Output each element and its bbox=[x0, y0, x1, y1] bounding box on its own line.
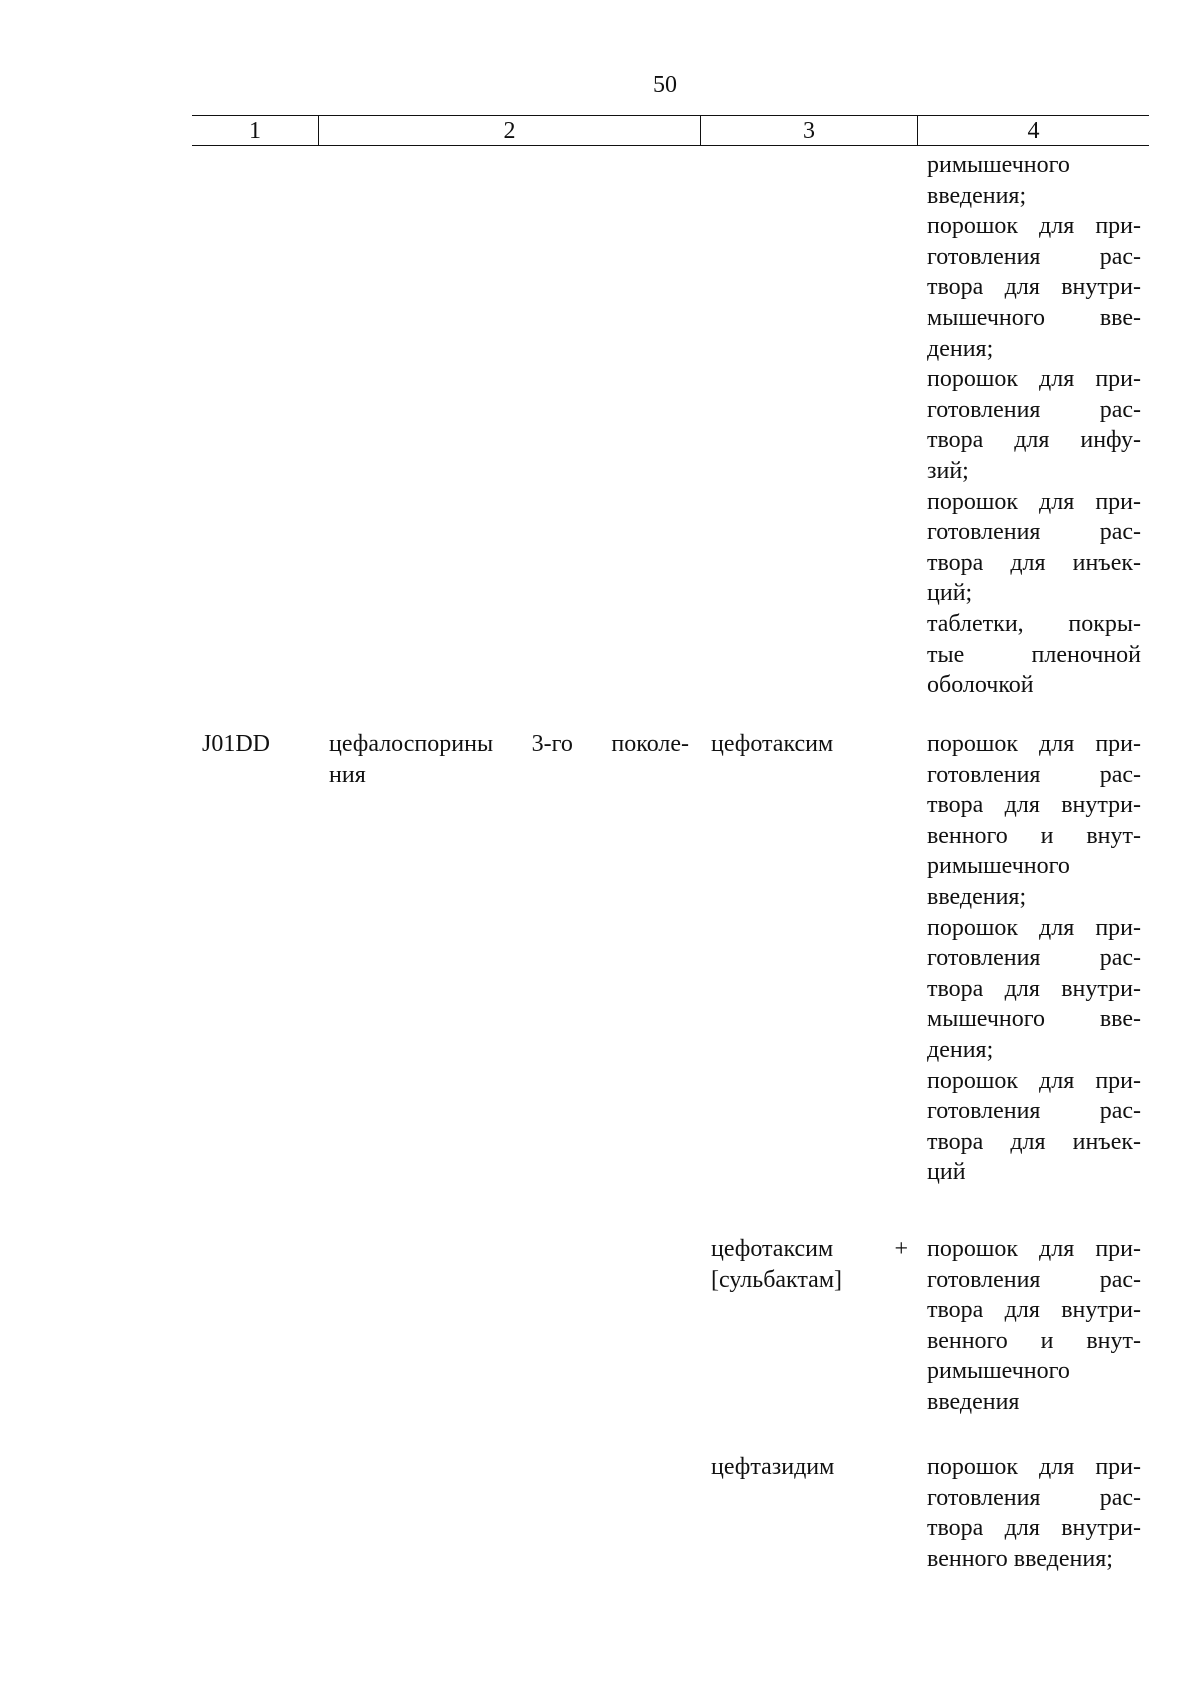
form-line: дения; bbox=[927, 335, 994, 362]
form-line: введения; bbox=[927, 182, 1027, 209]
form-line: готовления рас- bbox=[927, 396, 1141, 423]
form-line: дения; bbox=[927, 1036, 994, 1063]
form-line: готовления рас- bbox=[927, 1098, 1141, 1125]
form-line: таблетки, покры- bbox=[927, 610, 1141, 637]
group-name bbox=[329, 729, 689, 790]
page-number: 50 bbox=[653, 72, 677, 98]
form-line: тые пленочной bbox=[927, 641, 1141, 668]
form-line: мышечного вве- bbox=[927, 304, 1141, 331]
form-line: твора для внутри- bbox=[927, 1515, 1141, 1542]
form-line: венного введения; bbox=[927, 1545, 1113, 1572]
header-col-2: 2 bbox=[318, 116, 700, 145]
dosage-forms-cefotaxime-sulbactam bbox=[927, 1234, 1141, 1418]
form-line: готовления рас- bbox=[927, 519, 1141, 546]
form-line: введения; bbox=[927, 883, 1027, 910]
form-line: готовления рас- bbox=[927, 1266, 1141, 1293]
form-line: твора для инъек- bbox=[927, 1128, 1141, 1155]
form-line: порошок для при- bbox=[927, 488, 1141, 515]
form-line: венного и внут- bbox=[927, 822, 1141, 849]
form-line: порошок для при- bbox=[927, 366, 1141, 393]
form-line: готовления рас- bbox=[927, 945, 1141, 972]
form-line: венного и внут- bbox=[927, 1327, 1141, 1354]
form-line: твора для внутри- bbox=[927, 1297, 1141, 1324]
form-line: зий; bbox=[927, 457, 969, 484]
drug-name-cefotaxime bbox=[711, 729, 908, 760]
drug-name-ceftazidime bbox=[711, 1452, 908, 1483]
form-line: порошок для при- bbox=[927, 1454, 1141, 1480]
group-name-line: ния bbox=[329, 761, 366, 788]
form-line: мышечного вве- bbox=[927, 1006, 1141, 1033]
form-line: твора для инфу- bbox=[927, 427, 1141, 454]
form-line: введения bbox=[927, 1388, 1020, 1415]
form-line: твора для инъек- bbox=[927, 549, 1141, 576]
atc-code: J01DD bbox=[202, 731, 271, 757]
form-line: римышечного bbox=[927, 1358, 1070, 1385]
table-header-row bbox=[192, 115, 1149, 146]
header-col-3: 3 bbox=[700, 116, 917, 145]
form-line: готовления рас- bbox=[927, 761, 1141, 788]
form-line: твора для внутри- bbox=[927, 792, 1141, 819]
dosage-forms-ceftazidime bbox=[927, 1452, 1141, 1574]
continuation-dosage-forms bbox=[927, 150, 1141, 701]
form-line: порошок для при- bbox=[927, 914, 1141, 941]
form-line: твора для внутри- bbox=[927, 274, 1141, 301]
form-line: римышечного bbox=[927, 152, 1070, 178]
form-line: готовления рас- bbox=[927, 1484, 1141, 1511]
form-line: порошок для при- bbox=[927, 1067, 1141, 1094]
drug-name-line: цефотаксим bbox=[711, 731, 834, 757]
drug-name-line: цефотаксим + bbox=[711, 1236, 908, 1262]
form-line: порошок для при- bbox=[927, 731, 1141, 757]
form-line: порошок для при- bbox=[927, 213, 1141, 240]
drug-name-line: цефтазидим bbox=[711, 1454, 835, 1480]
drug-name-cefotaxime-sulbactam bbox=[711, 1234, 908, 1295]
form-line: порошок для при- bbox=[927, 1236, 1141, 1262]
header-col-4: 4 bbox=[917, 116, 1149, 145]
dosage-forms-cefotaxime bbox=[927, 729, 1141, 1188]
form-line: твора для внутри- bbox=[927, 975, 1141, 1002]
form-line: ций bbox=[927, 1159, 966, 1186]
drug-name-line: [сульбактам] bbox=[711, 1266, 843, 1293]
form-line: римышечного bbox=[927, 853, 1070, 880]
form-line: ций; bbox=[927, 580, 973, 607]
form-line: готовления рас- bbox=[927, 243, 1141, 270]
header-col-1: 1 bbox=[249, 117, 261, 144]
group-name-line: цефалоспорины 3-го поколе- bbox=[329, 731, 689, 757]
form-line: оболочкой bbox=[927, 672, 1034, 699]
